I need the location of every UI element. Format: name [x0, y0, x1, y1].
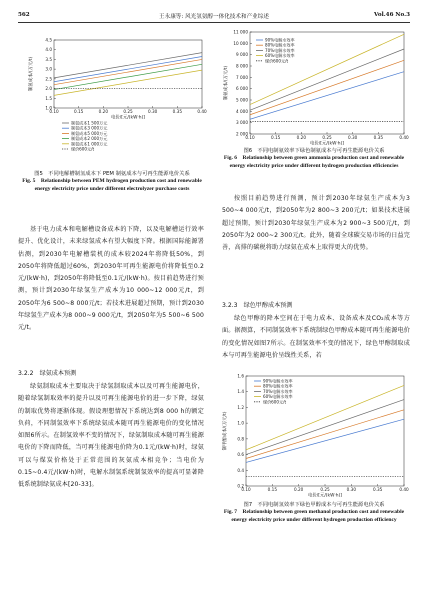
- fig6-x-tick-label: 0.35: [373, 135, 383, 140]
- fig5-y-tick-label: 4.0: [45, 47, 52, 53]
- fig6-y-tick-label: 10 000: [233, 40, 248, 46]
- fig7-x-tick-label: 0.30: [346, 487, 356, 492]
- fig6-x-tick-label: 0.25: [322, 135, 332, 140]
- fig6-y-tick-label: 5 000: [236, 97, 248, 103]
- fig7-series-line-0: [246, 419, 404, 462]
- fig6-y-tick-label: 4 000: [236, 108, 248, 114]
- figure-6-caption: [222, 148, 406, 170]
- fig6-x-axis-label: 电价/[元/(kW·h)]: [309, 141, 345, 147]
- volume-label: Vol.46 No.3: [374, 12, 410, 18]
- right-body-text: [222, 193, 410, 254]
- fig5-legend-label: 制氨成本1 500万元: [71, 120, 108, 126]
- fig7-x-tick-label: 0.10: [241, 487, 251, 492]
- fig5-x-tick-label: 0.25: [123, 109, 133, 114]
- fig7-x-tick-label: 0.20: [294, 487, 304, 492]
- fig6-y-tick-label: 6 000: [236, 86, 248, 92]
- section-heading-3-2-2: 3.2.2 绿氨成本预测: [18, 370, 77, 377]
- fig5-x-tick-label: 0.15: [74, 109, 84, 114]
- fig7-series-line-2: [246, 400, 404, 455]
- fig6-x-tick-label: 0.20: [296, 135, 306, 140]
- fig7-legend-label: 70%电解水效率: [263, 388, 293, 394]
- fig7-legend-label: 煤价600元/t: [263, 399, 287, 405]
- fig6-series-line-1: [250, 60, 404, 114]
- fig5-x-tick-label: 0.35: [172, 109, 182, 114]
- fig7-y-axis-label: 制甲醇成本/(万元/t): [223, 411, 228, 451]
- fig7-y-tick-label: 1.0: [237, 420, 244, 426]
- fig5-legend-label: 制氨成本2 000万元: [71, 136, 108, 142]
- figure-6-chart: [218, 28, 410, 148]
- fig6-series-line-0: [250, 72, 404, 120]
- fig6-x-tick-label: 0.10: [245, 135, 255, 140]
- fig6-legend-label: 60%电解水效率: [265, 53, 295, 59]
- fig7-y-tick-label: 0.6: [237, 452, 244, 458]
- fig5-x-tick-label: 0.20: [98, 109, 108, 114]
- fig5-y-tick-label: 3.5: [45, 56, 52, 62]
- fig6-svg: [218, 28, 410, 148]
- fig7-x-tick-label: 0.40: [399, 487, 409, 492]
- page-header: [18, 12, 410, 22]
- fig6-y-axis-label: 制氨成本/(万元/t): [224, 65, 229, 101]
- fig5-y-axis-label: 制氢成本/(万元/t): [29, 56, 34, 92]
- fig6-y-tick-label: 7 000: [236, 74, 248, 80]
- fig6-y-tick-label: 11 000: [233, 29, 248, 35]
- fig7-y-tick-label: 1.4: [237, 389, 244, 395]
- fig5-y-tick-label: 2.0: [45, 86, 52, 92]
- fig7-y-tick-label: 0.8: [237, 436, 244, 442]
- header-rule: [18, 22, 410, 23]
- figure-7-caption: [222, 502, 406, 524]
- figure-5-chart: [18, 28, 208, 168]
- fig6-legend-label: 煤价600元/t: [265, 58, 289, 64]
- fig5-y-tick-label: 3.0: [45, 66, 52, 72]
- paragraph: 绿色甲醇的降本空间在于电力成本、设备成本及CO₂成本等方面。据测算，不同制氢效率下系统制绿色甲醇成本随可再生能源电价的变化情况如图7所示。在制氢效率不变的情况下，绿色甲醇制取成本与可再生能源电价呈线性关系，若: [222, 315, 410, 359]
- section-heading-3-2-3: 3.2.3 绿色甲醇成本预测: [222, 302, 293, 309]
- fig6-y-tick-label: 3 000: [236, 120, 248, 126]
- paragraph: 基于电力成本和电解槽设备成本的下降，以及电解槽运行效率提升、优化设计，未来绿氢成本有望大幅度下降。根据国际能源署估测，到2030年电解槽装机的成本较2024年将降低50%，到2050年将降低超过60%，到2030年可再生能源电价将降低至0.2元/(kW·h)，到2050年将降低至0.1元/(kW·h)。按目前趋势进行预测，预计到2030年绿氢生产成本为10 000~12 000元/t，到2050年为6 500~8 000元/t；若技术进展超过预期，预计到2030年绿氢生产成本为8 000~9 000元/t，到2050年为5 500~6 500元/t。: [18, 226, 204, 332]
- left-body-text: [18, 224, 204, 335]
- figure-7-caption-en: Fig. 7 Relationship between green methanol production cost and renewable energy electricity price under different hydrogen production efficiency: [223, 509, 405, 523]
- fig7-svg: [218, 372, 410, 500]
- fig7-x-tick-label: 0.15: [267, 487, 277, 492]
- fig6-y-tick-label: 9 000: [236, 52, 248, 58]
- fig5-legend-label: 制氨成本5 000万元: [71, 130, 108, 136]
- fig5-series-line-2: [54, 59, 202, 84]
- figure-5-caption: [22, 171, 202, 193]
- figure-5-caption-en: Fig. 5 Relationship between PEM hydrogen production cost and renewable energy electricity price under different electrolyzer purchase costs: [22, 178, 202, 192]
- fig5-y-tick-label: 4.5: [45, 37, 52, 43]
- fig5-y-tick-label: 1.5: [45, 95, 52, 101]
- fig6-y-tick-label: 2 000: [236, 131, 248, 137]
- fig5-svg: [18, 28, 208, 168]
- fig6-legend-label: 90%电解水效率: [265, 37, 295, 43]
- fig7-legend-label: 90%电解水效率: [263, 378, 293, 384]
- fig5-legend-label: 制氨成本1 000万元: [71, 141, 108, 147]
- fig7-legend-label: 80%电解水效率: [263, 383, 293, 389]
- fig7-y-tick-label: 1.2: [237, 404, 244, 410]
- fig7-y-tick-label: 0.4: [237, 467, 244, 473]
- figure-6-caption-cn: 图6 不同电制氨效率下绿色制氨成本与可再生能源电价关系: [243, 148, 385, 154]
- figure-7-caption-cn: 图7 不同电制氢效率下绿色甲醇成本与可再生能源电价关系: [243, 502, 385, 508]
- fig5-series-line-1: [54, 57, 202, 82]
- fig7-x-tick-label: 0.25: [320, 487, 330, 492]
- fig6-legend-label: 70%电解水效率: [265, 47, 295, 53]
- fig5-series-line-3: [54, 64, 202, 89]
- fig6-x-tick-label: 0.15: [271, 135, 281, 140]
- right-body-text-2: [222, 313, 410, 362]
- fig5-x-tick-label: 0.40: [197, 109, 207, 114]
- figure-6-caption-en: Fig. 6 Relationship between green ammonia production cost and renewable energy electricity price under different hydrogen production efficiencies: [223, 155, 405, 169]
- fig7-y-tick-label: 0.2: [237, 483, 244, 489]
- fig7-y-tick-label: 1.6: [237, 373, 244, 379]
- figure-5-caption-cn: 图5 不同电解槽制氢成本下 PEM 制氨成本与可再生能源电价关系: [34, 171, 190, 177]
- fig5-x-tick-label: 0.30: [148, 109, 158, 114]
- page-number: 562: [18, 12, 30, 18]
- fig7-x-tick-label: 0.35: [373, 487, 383, 492]
- fig6-y-tick-label: 8 000: [236, 63, 248, 69]
- paragraph: 按照目前趋势进行预测，预计到2030年绿氨生产成本为3 500~4 000元/t，到2050年为2 800~3 200元/t；如果技术进展超过预期，预计到2030年绿氨生产成本为2 900~3 500元/t，到2050年为2 000~2 300元/t。此外，随着全球碳交易市场的日益完善，高排的碳税将助力绿氨在成本上取得更大的优势。: [222, 195, 410, 252]
- fig5-y-tick-label: 2.5: [45, 76, 52, 82]
- figure-7-chart: [218, 372, 410, 500]
- fig5-x-axis-label: 电价/[元/(kW·h)]: [110, 115, 146, 121]
- fig5-legend-label: 制氨成本3 000万元: [71, 125, 108, 131]
- fig5-y-tick-label: 1.0: [45, 105, 52, 111]
- fig7-legend-label: 60%电解水效率: [263, 394, 293, 400]
- left-body-text-2: [18, 381, 204, 492]
- fig6-legend-label: 80%电解水效率: [265, 42, 295, 48]
- fig5-legend-label: 煤价600元/t: [71, 146, 95, 152]
- fig6-x-tick-label: 0.40: [399, 135, 409, 140]
- fig7-series-line-1: [246, 410, 404, 459]
- paragraph: 绿氨制取成本主要取决于绿氢制取成本以及可再生能源电价，随着绿氢制取效率的提升以及可再生能源电价的进一步下降，绿氨的制取优势将逐渐体现。假设理想情况下系统达到8 000 h的额定负荷，不同制氢效率下系统绿氨成本随可再生能源电价的变化情况如图6所示。在制氢效率不变的情况下，绿氨制取成本随可再生能源电价的下降而降低，当可再生能源电价降为0.1元/(kW·h)时，绿氨可以与煤炭价格处于正常范围的灰氨成本相竞争；当电价为0.15~0.4元/(kW·h)时，电解水制氢系统制氢效率的提高可显著降低系统制绿氨成本[20-33]。: [18, 383, 204, 489]
- fig7-x-axis-label: 电价/[元/(kW·h)]: [307, 493, 343, 499]
- fig5-x-tick-label: 0.10: [49, 109, 59, 114]
- fig6-x-tick-label: 0.30: [348, 135, 358, 140]
- running-title: 王永康等: 风光氢氨醇一体化技术和产业综述: [159, 14, 269, 20]
